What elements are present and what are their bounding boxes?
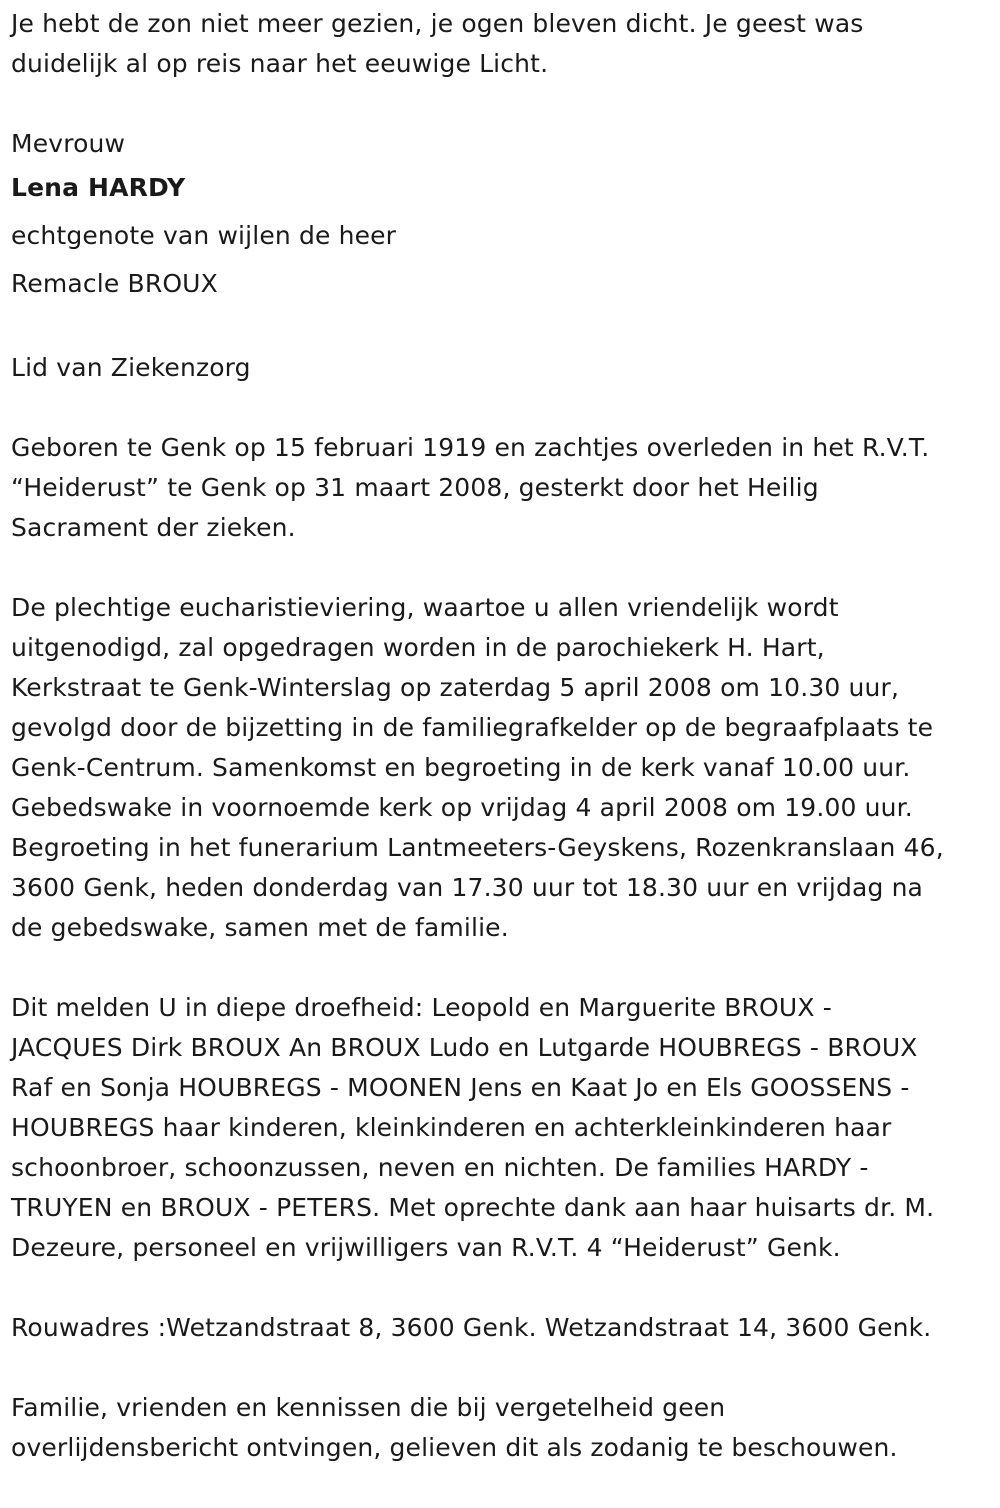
closing-paragraph bbox=[11, 1388, 996, 1468]
announcement-line: schoonbroer, schoonzussen, neven en nichten. De families HARDY - bbox=[11, 1153, 869, 1182]
salutation: Mevrouw bbox=[11, 129, 126, 158]
membership-text: Lid van Ziekenzorg bbox=[11, 353, 251, 382]
deceased-name: Lena HARDY bbox=[11, 173, 186, 202]
closing-line: Familie, vrienden en kennissen die bij vergetelheid geen bbox=[11, 1393, 726, 1422]
ceremony-line: De plechtige eucharistieviering, waartoe u allen vriendelijk wordt bbox=[11, 593, 839, 622]
announcement-paragraph bbox=[11, 988, 996, 1268]
intro-line: Je hebt de zon niet meer gezien, je ogen bleven dicht. Je geest was bbox=[11, 9, 864, 38]
membership-paragraph bbox=[11, 348, 996, 388]
intro-paragraph bbox=[11, 4, 996, 84]
announcement-line: JACQUES Dirk BROUX An BROUX Ludo en Lutgarde HOUBREGS - BROUX bbox=[11, 1033, 918, 1062]
announcement-line: Raf en Sonja HOUBREGS - MOONEN Jens en Kaat Jo en Els GOOSSENS - bbox=[11, 1073, 910, 1102]
ceremony-line: Genk-Centrum. Samenkomst en begroeting in de kerk vanaf 10.00 uur. bbox=[11, 753, 911, 782]
obituary-document bbox=[11, 4, 996, 1508]
ceremony-line: uitgenodigd, zal opgedragen worden in de parochiekerk H. Hart, bbox=[11, 633, 825, 662]
intro-line: duidelijk al op reis naar het eeuwige Licht. bbox=[11, 49, 549, 78]
ceremony-line: Gebedswake in voornoemde kerk op vrijdag 4 april 2008 om 19.00 uur. bbox=[11, 793, 913, 822]
ceremony-line: de gebedswake, samen met de familie. bbox=[11, 913, 509, 942]
birth-death-line: Geboren te Genk op 15 februari 1919 en zachtjes overleden in het R.V.T. bbox=[11, 433, 930, 462]
announcement-line: Dit melden U in diepe droefheid: Leopold en Marguerite BROUX - bbox=[11, 993, 832, 1022]
spouse-name: Remacle BROUX bbox=[11, 269, 218, 298]
birth-death-paragraph bbox=[11, 428, 996, 548]
ceremony-line: Begroeting in het funerarium Lantmeeters-Geyskens, Rozenkranslaan 46, bbox=[11, 833, 944, 862]
announcement-line: HOUBREGS haar kinderen, kleinkinderen en achterkleinkinderen haar bbox=[11, 1113, 892, 1142]
announcement-line: Dezeure, personeel en vrijwilligers van R.V.T. 4 “Heiderust” Genk. bbox=[11, 1233, 841, 1262]
closing-line: overlijdensbericht ontvingen, gelieven dit als zodanig te beschouwen. bbox=[11, 1433, 898, 1462]
birth-death-line: Sacrament der zieken. bbox=[11, 513, 296, 542]
ceremony-paragraph bbox=[11, 588, 996, 948]
relation-text: echtgenote van wijlen de heer bbox=[11, 221, 397, 250]
ceremony-line: gevolgd door de bijzetting in de familiegrafkelder op de begraafplaats te bbox=[11, 713, 934, 742]
ceremony-line: Kerkstraat te Genk-Winterslag op zaterdag 5 april 2008 om 10.30 uur, bbox=[11, 673, 900, 702]
address-paragraph bbox=[11, 1308, 996, 1348]
birth-death-line: “Heiderust” te Genk op 31 maart 2008, gesterkt door het Heilig bbox=[11, 473, 819, 502]
mourning-address: Rouwadres :Wetzandstraat 8, 3600 Genk. Wetzandstraat 14, 3600 Genk. bbox=[11, 1313, 932, 1342]
ceremony-line: 3600 Genk, heden donderdag van 17.30 uur tot 18.30 uur en vrijdag na bbox=[11, 873, 924, 902]
deceased-block bbox=[11, 124, 996, 308]
announcement-line: TRUYEN en BROUX - PETERS. Met oprechte dank aan haar huisarts dr. M. bbox=[11, 1193, 935, 1222]
